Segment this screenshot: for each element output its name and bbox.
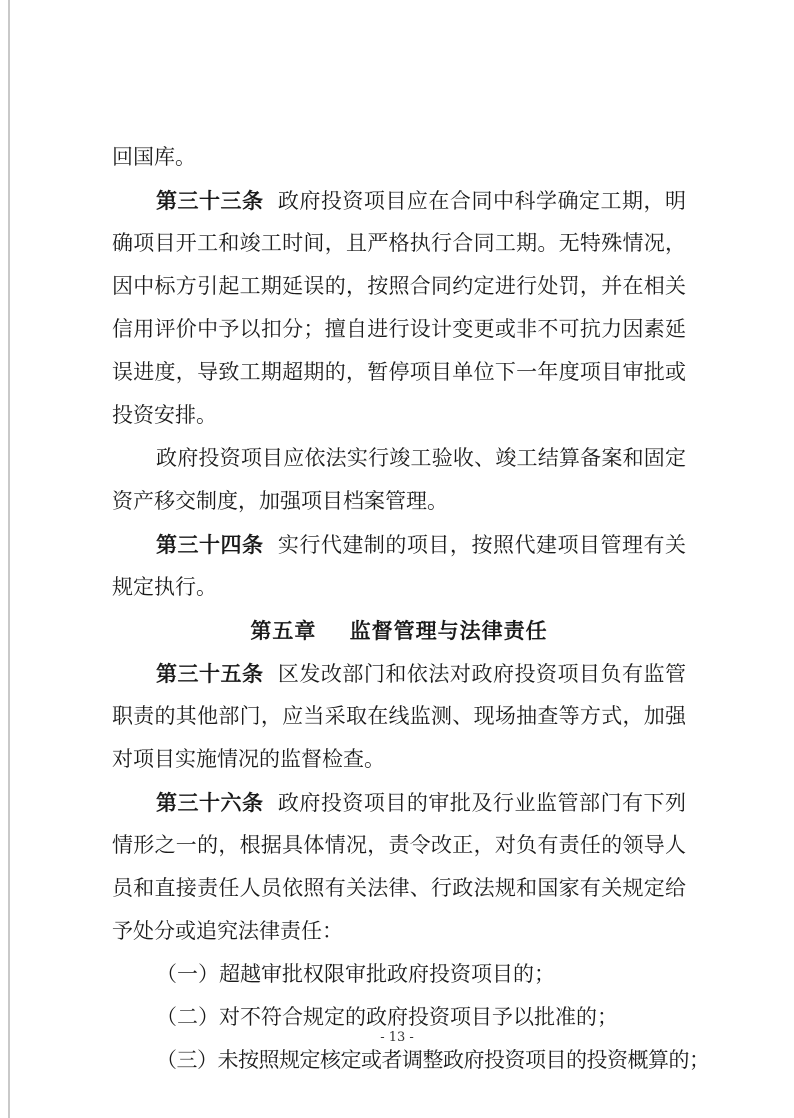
list-item-2: （二）对不符合规定的政府投资项目予以批准的；: [156, 1005, 618, 1029]
text-line: 对项目实施情况的监督检查。: [112, 747, 385, 771]
article-33-label: 第三十三条: [156, 188, 264, 213]
scan-edge: [8, 0, 10, 1118]
text-line: 政府投资项目应依法实行竣工验收、竣工结算备案和固定: [156, 446, 686, 470]
text-line: 确项目开工和竣工时间，且严格执行合同工期。无特殊情况，: [112, 231, 686, 255]
article-36-heading-line: 第三十六条 政府投资项目的审批及行业监管部门有下列: [156, 790, 686, 815]
text-line: 误进度，导致工期超期的，暂停项目单位下一年度项目审批或: [112, 360, 686, 384]
text-line: 予处分或追究法律责任：: [112, 919, 343, 943]
text-line: 员和直接责任人员依照有关法律、行政法规和国家有关规定给: [112, 876, 686, 900]
text-line: 回国库。: [112, 145, 196, 169]
list-item-1: （一）超越审批权限审批政府投资项目的；: [156, 962, 555, 986]
text-line: 投资安排。: [112, 403, 217, 427]
text-line: 职责的其他部门，应当采取在线监测、现场抽查等方式，加强: [112, 704, 686, 728]
text-line: 规定执行。: [112, 575, 217, 599]
article-35-heading-line: 第三十五条 区发改部门和依法对政府投资项目负有监管: [156, 661, 686, 686]
text-line: 因中标方引起工期延误的，按照合同约定进行处罚，并在相关: [112, 274, 686, 298]
page-number: - 13 -: [380, 1030, 414, 1045]
list-item-3: （三）未按照规定核定或者调整政府投资项目的投资概算的；: [156, 1048, 710, 1072]
text-line: 情形之一的，根据具体情况，责令改正，对负有责任的领导人: [112, 833, 686, 857]
article-34-heading-line: 第三十四条 实行代建制的项目，按照代建项目管理有关: [156, 532, 686, 557]
text-line: 资产移交制度，加强项目档案管理。: [112, 489, 448, 513]
chapter-title: 第五章 监督管理与法律责任: [250, 618, 548, 643]
article-33-heading-line: 第三十三条 政府投资项目应在合同中科学确定工期，明: [156, 188, 686, 213]
text-line: 信用评价中予以扣分；擅自进行设计变更或非不可抗力因素延: [112, 317, 686, 341]
body-text: [112, 136, 710, 1082]
article-36-label: 第三十六条: [156, 790, 264, 815]
article-34-label: 第三十四条: [156, 532, 264, 557]
article-35-label: 第三十五条: [156, 661, 264, 686]
